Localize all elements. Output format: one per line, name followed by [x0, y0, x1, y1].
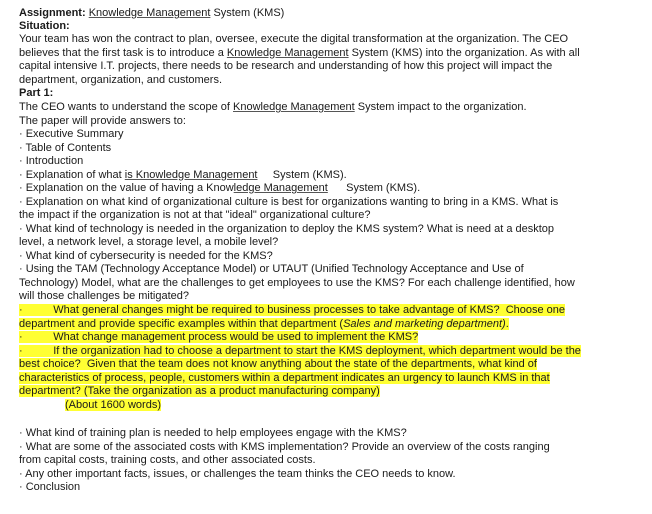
list-item: · Table of Contents	[19, 141, 112, 154]
word-count: (About 1600 words)	[65, 399, 161, 411]
situation-line: department, organization, and customers.	[19, 73, 223, 86]
list-item: · Explanation of what is Knowledge Management System (KMS).	[19, 168, 347, 181]
list-item: · Using the TAM (Technology Acceptance Model) or UTAUT (Unified Technology Acceptance and Use of	[19, 263, 524, 275]
list-item: · Any other important facts, issues, or challenges the team thinks the CEO needs to know.	[19, 467, 456, 480]
situation-heading: Situation:	[19, 20, 70, 32]
list-item-cont: Technology) Model, what are the challenges to get employees to use the KMS? For each challenge identified, how	[19, 276, 575, 289]
highlighted-item-cont: department? (Take the organization as a product manufacturing company)	[19, 385, 380, 397]
list-item: · What kind of technology is needed in the organization to deploy the KMS system? What is need at a desktop	[19, 222, 555, 235]
situation-line: capital intensive I.T. projects, there needs to be research and understanding of how this project will impact the	[19, 60, 553, 72]
assignment-title: Assignment: Knowledge Management System (KMS)	[19, 7, 285, 19]
highlighted-item: · What change management process would be used to implement the KMS?	[19, 331, 419, 343]
highlighted-item: · If the organization had to choose a department to start the KMS deployment, which department would be the	[19, 344, 581, 357]
assignment-keyword: Knowledge Management	[88, 7, 211, 19]
list-item: · What kind of cybersecurity is needed for the KMS?	[19, 249, 273, 262]
highlighted-item-cont: department and provide specific examples within that department (Sales and marketing department).	[19, 317, 509, 330]
list-item: · What kind of training plan is needed to help employees engage with the KMS?	[19, 427, 407, 439]
list-item: · Introduction	[19, 155, 84, 167]
list-item: · What are some of the associated costs with KMS implementation? Provide an overview of the costs ranging	[19, 440, 550, 453]
highlighted-item: · What general changes might be required to business processes to take advantage of KMS? Choose one	[19, 304, 566, 316]
list-item-cont: level, a network level, a storage level, a mobile level?	[19, 236, 279, 248]
list-item: · Executive Summary	[19, 128, 124, 140]
highlighted-item-cont: characteristics of process, people, customers within a department indicates an urgency to launch KMS in that	[19, 371, 550, 384]
list-item: · Conclusion	[19, 481, 81, 493]
part1-intro: The CEO wants to understand the scope of Knowledge Management System impact to the organization.	[19, 101, 527, 113]
list-item-cont: the impact if the organization is not at that "ideal" organizational culture?	[19, 209, 371, 221]
list-item: · Explanation on the value of having a Knowledge Management System (KMS).	[19, 182, 421, 194]
part1-intro-2: The paper will provide answers to:	[19, 114, 186, 127]
part1-heading: Part 1:	[19, 87, 54, 99]
list-item-cont: from capital costs, training costs, and other associated costs.	[19, 454, 316, 466]
situation-line: believes that the first task is to introduce a Knowledge Management System (KMS) into the organization. As with all	[19, 46, 580, 59]
situation-line: Your team has won the contract to plan, oversee, execute the digital transformation at the organization. The CEO	[19, 33, 569, 45]
list-item-cont: will those challenges be mitigated?	[19, 290, 189, 302]
list-item: · Explanation on what kind of organizational culture is best for organizations wanting to bring in a KMS. What is	[19, 195, 559, 208]
highlighted-item-cont: best choice? Given that the team does not know anything about the state of the departments, what kind of	[19, 358, 537, 370]
